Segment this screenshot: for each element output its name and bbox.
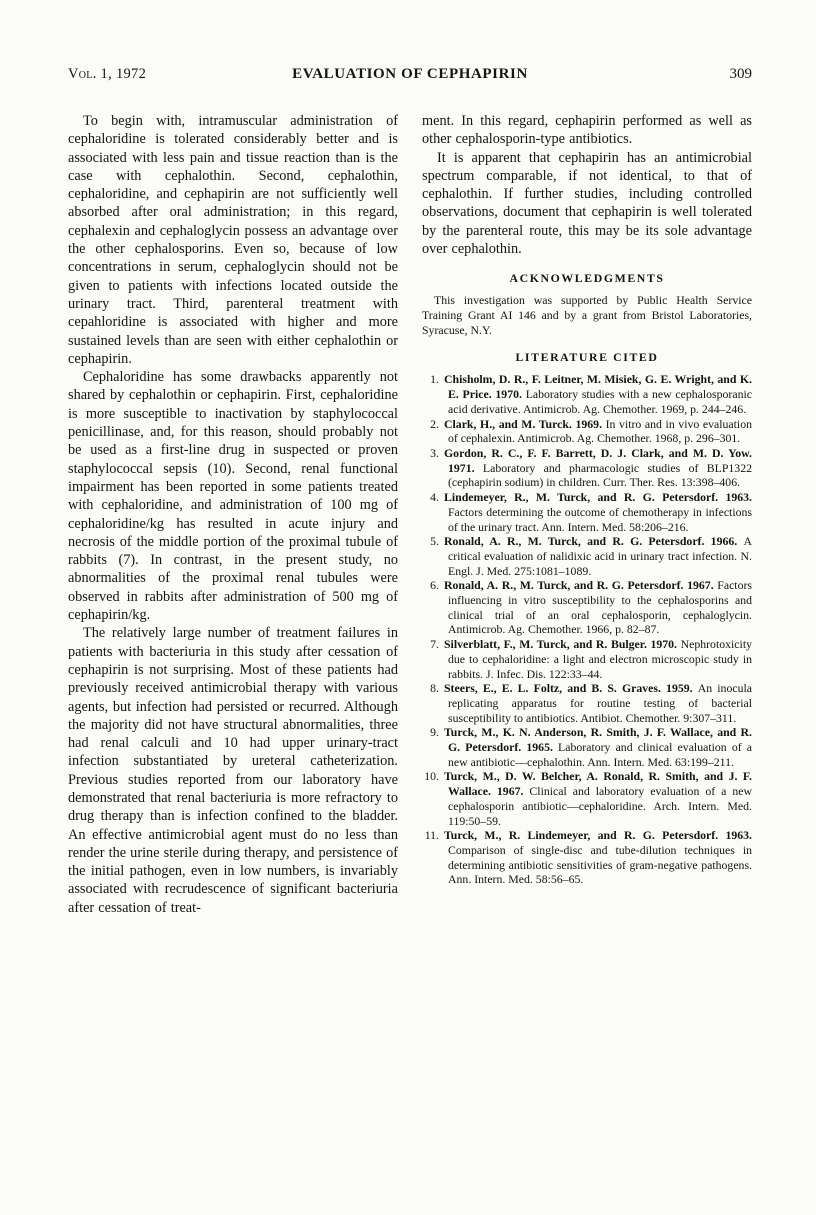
reference-number: 11. [424,828,439,843]
paragraph: Cephaloridine has some drawbacks apparently not shared by cephalothin or cephapirin. First, cephaloridine is more susceptible to inactivation by staphylococcal penicillinase, and, for this reason, should probably not be used as a first-line drug in suspected or proven staphylococcal sepsis (10). Second, renal functional impairment has been reported in some patients treated with cephaloridine, and administration of 100 mg of cephaloridine/kg has resulted in acute injury and necrosis of the middle portion of the proximal tubule of rabbits (7). In contrast, in the present study, no abnormalities of the proximal renal tubules were observed in rabbits after administration of 500 mg of cephapirin/kg. [68,369,398,624]
literature-cited-heading: LITERATURE CITED [515,350,659,365]
reference-item [422,446,752,490]
running-title: EVALUATION OF CEPHAPIRIN [292,66,528,82]
paragraph-continuation: ment. In this regard, cephapirin performed as well as other cephalosporin-type antibiotics. [422,113,752,148]
reference-authors: Lindemeyer, R., M. Turck, and R. G. Petersdorf. 1963. [444,490,752,505]
reference-item [422,828,752,887]
reference-authors: Gordon, R. C., F. F. Barrett, D. J. Clark, and M. D. Yow. 1971. [444,446,752,475]
reference-item [422,534,752,578]
reference-number: 4. [430,490,439,505]
reference-authors: Turck, M., K. N. Anderson, R. Smith, J. F. Wallace, and R. G. Petersdorf. 1965. [444,725,752,755]
reference-text: Laboratory and pharmacologic studies of BLP1322 (cephapirin sodium) in children. Curr. Ther. Res. 13:398–406. [448,460,752,490]
reference-authors: Turck, M., D. W. Belcher, A. Ronald, R. Smith, and J. F. Wallace. 1967. [444,769,752,799]
reference-number: 8. [430,681,439,696]
reference-authors: Chisholm, D. R., F. Leitner, M. Misiek, G. E. Wright, and K. E. Price. 1970. [444,372,752,402]
running-head [68,66,752,86]
reference-item [422,725,752,769]
page-number: 309 [729,66,752,82]
reference-item [422,769,752,828]
reference-item [422,490,752,534]
reference-authors: Ronald, A. R., M. Turck, and R. G. Petersdorf. 1966. [444,534,744,549]
reference-authors: Steers, E., E. L. Foltz, and B. S. Graves. 1959. [444,681,698,696]
reference-item [422,578,752,637]
reference-number: 9. [430,725,439,740]
reference-authors: Clark, H., and M. Turck. 1969. [444,416,606,431]
two-column-body [68,112,752,917]
reference-number: 1. [430,372,439,387]
paragraph: It is apparent that cephapirin has an antimicrobial spectrum comparable, if not identical, to that of cephalothin. If further studies, including controlled observations, document that cephapirin is well tolerated by the parenteral route, this may be its sole advantage over cephalothin. [422,149,752,258]
left-column [68,112,398,917]
right-column [422,112,752,917]
reference-item [422,637,752,681]
reference-item [422,681,752,725]
acknowledgments-heading: ACKNOWLEDGMENTS [509,271,665,286]
reference-number: 2. [430,416,439,431]
reference-text: Factors influencing in vitro susceptibility to the cephalosporins and clinical trial of an oral cephalosporin, cephaloglycin. Antimicrob. Ag. Chemother. 1966, p. 82–87. [448,578,752,637]
reference-number: 3. [430,446,439,460]
reference-authors: Ronald, A. R., M. Turck, and R. G. Petersdorf. 1967. [444,578,718,593]
reference-number: 6. [430,578,439,593]
reference-text: A critical evaluation of nalidixic acid in urinary tract infection. N. Engl. J. Med. 275:1081–1089. [448,534,752,578]
volume-issue-label: Vol. 1, 1972 [68,66,147,82]
reference-number: 10. [424,769,439,784]
paragraph: The relatively large number of treatment failures in patients with bacteriuria in this study after cessation of cephapirin is not surprising. Most of these patients had previously received antimicrobial therapy with various agents, but infection had persisted or recurred. Although the majority did not have structural abnormalities, three had renal calculi and 10 had upper urinary-tract infection substantiated by ureteral catheterization. Previous studies reported from our laboratory have demonstrated that renal bacteriuria is more refractory to drug therapy than is infection confined to the bladder. An effective antimicrobial agent must do no less than render the urine sterile during therapy, and persistence of the initial pathogen, even in low numbers, is invariably associated with recrudescence of significant bacteriuria after cessation of treat- [68,625,398,916]
reference-number: 7. [430,637,439,652]
reference-text: Factors determining the outcome of chemotherapy in infections of the urinary tract. Ann. Intern. Med. 58:206–216. [448,504,752,534]
reference-number: 5. [430,534,439,549]
acknowledgments-text: This investigation was supported by Public Health Service Training Grant AI 146 and by a grant from Bristol Laboratories, Syracuse, N.Y. [422,293,752,337]
reference-text: Laboratory studies with a new cephalosporanic acid derivative. Antimicrob. Ag. Chemother. 1969, p. 244–246. [448,387,752,416]
reference-text: Nephrotoxicity due to cephaloridine: a light and electron microscopic study in rabbits. J. Infec. Dis. 122:33–44. [448,637,752,681]
reference-item [422,372,752,416]
reference-text: In vitro and in vivo evaluation of cephalexin. Antimicrob. Ag. Chemother. 1968, p. 296–301. [448,416,753,446]
reference-text: Laboratory and clinical evaluation of a new antibiotic—cephalothin. Ann. Intern. Med. 63:199–211. [448,740,752,769]
reference-text: An inocula replicating apparatus for routine testing of bacterial susceptibility to antibiotics. Antibiot. Chemother. 9:307–311. [448,681,752,725]
reference-list [422,372,752,887]
reference-authors: Turck, M., R. Lindemeyer, and R. G. Petersdorf. 1963. [444,828,752,843]
paragraph: To begin with, intramuscular administration of cephaloridine is tolerated considerably better and is associated with less pain and tissue reaction than is the case with cephalothin. Second, cephalothin, cephaloridine, and cephapirin are not sufficiently well absorbed after oral administration; in this regard, cephalexin and cephaloglycin possess an advantage over the other cephalosporins. Even so, because of low concentrations in serum, cephaloglycin should not be given to patients with infections located outside the urinary tract. Third, parenteral treatment with cepahloridine is associated with higher and more sustained levels than are seen with either cephalothin or cephapirin. [68,113,398,367]
reference-item [422,417,752,446]
reference-authors: Silverblatt, F., M. Turck, and R. Bulger. 1970. [444,637,681,652]
reference-text: Clinical and laboratory evaluation of a new cephalosporin antibiotic—cephaloridine. Arch. Intern. Med. 119:50–59. [448,784,752,828]
reference-text: Comparison of single-disc and tube-dilution techniques in determining antibiotic sensitivities of gram-negative pathogens. Ann. Intern. Med. 58:56–65. [448,842,752,887]
